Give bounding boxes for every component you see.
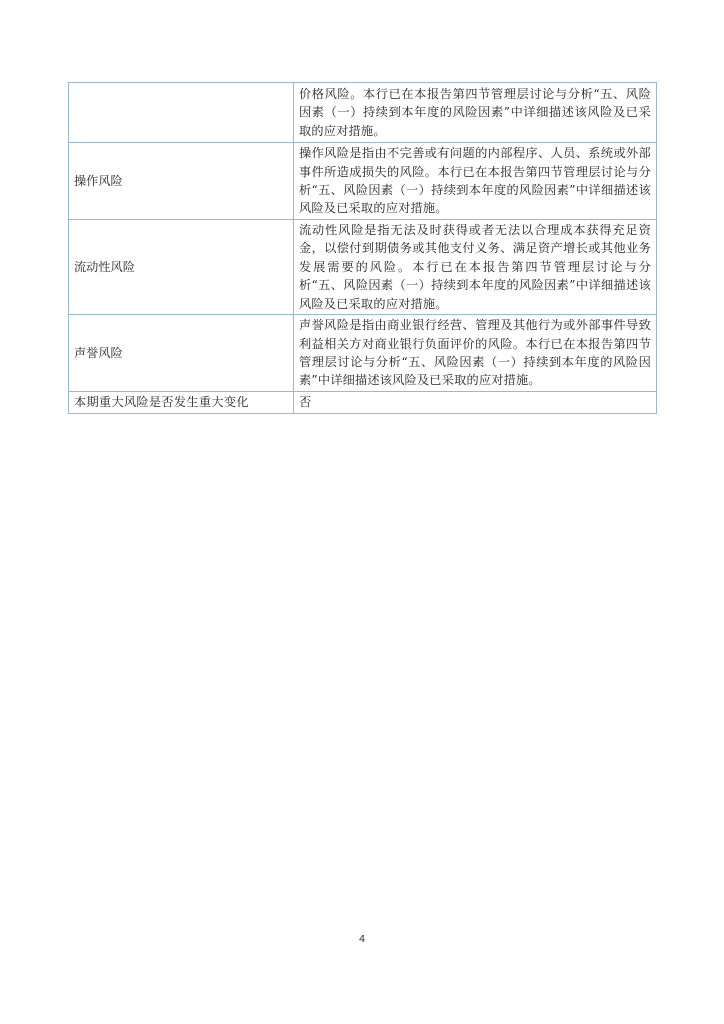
- risk-name-cell: [69, 83, 294, 143]
- summary-label-cell: 本期重大风险是否发生重大变化: [69, 392, 294, 414]
- risk-name-cell: 声誉风险: [69, 315, 294, 392]
- risk-description-cell: 声誉风险是指由商业银行经营、管理及其他行为或外部事件导致利益相关方对商业银行负面评价的风险。本行已在本报告第四节管理层讨论与分析“五、风险因素（一）持续到本年度的风险因素”中详细描述该风险及已采取的应对措施。: [294, 315, 657, 392]
- table-row-price-risk: [69, 83, 657, 143]
- table-row-operational-risk: [69, 143, 657, 220]
- risk-description-cell: 操作风险是指由不完善或有问题的内部程序、人员、系统或外部事件所造成损失的风险。本行已在本报告第四节管理层讨论与分析“五、风险因素（一）持续到本年度的风险因素”中详细描述该风险及已采取的应对措施。: [294, 143, 657, 220]
- risk-factors-table: [68, 82, 657, 414]
- risk-description-cell: 价格风险。本行已在本报告第四节管理层讨论与分析“五、风险因素（一）持续到本年度的风险因素”中详细描述该风险及已采取的应对措施。: [294, 83, 657, 143]
- risk-name-cell: 操作风险: [69, 143, 294, 220]
- risk-description-cell: 流动性风险是指无法及时获得或者无法以合理成本获得充足资金，以偿付到期债务或其他支付义务、满足资产增长或其他业务发展需要的风险。本行已在本报告第四节管理层讨论与分析“五、风险因素（一）持续到本年度的风险因素”中详细描述该风险及已采取的应对措施。: [294, 220, 657, 315]
- page-number: 4: [358, 934, 366, 945]
- table-row-reputation-risk: [69, 315, 657, 392]
- table-row-liquidity-risk: [69, 220, 657, 315]
- summary-value-cell: 否: [294, 392, 657, 414]
- table-row-major-change-summary: [69, 392, 657, 414]
- risk-name-cell: 流动性风险: [69, 220, 294, 315]
